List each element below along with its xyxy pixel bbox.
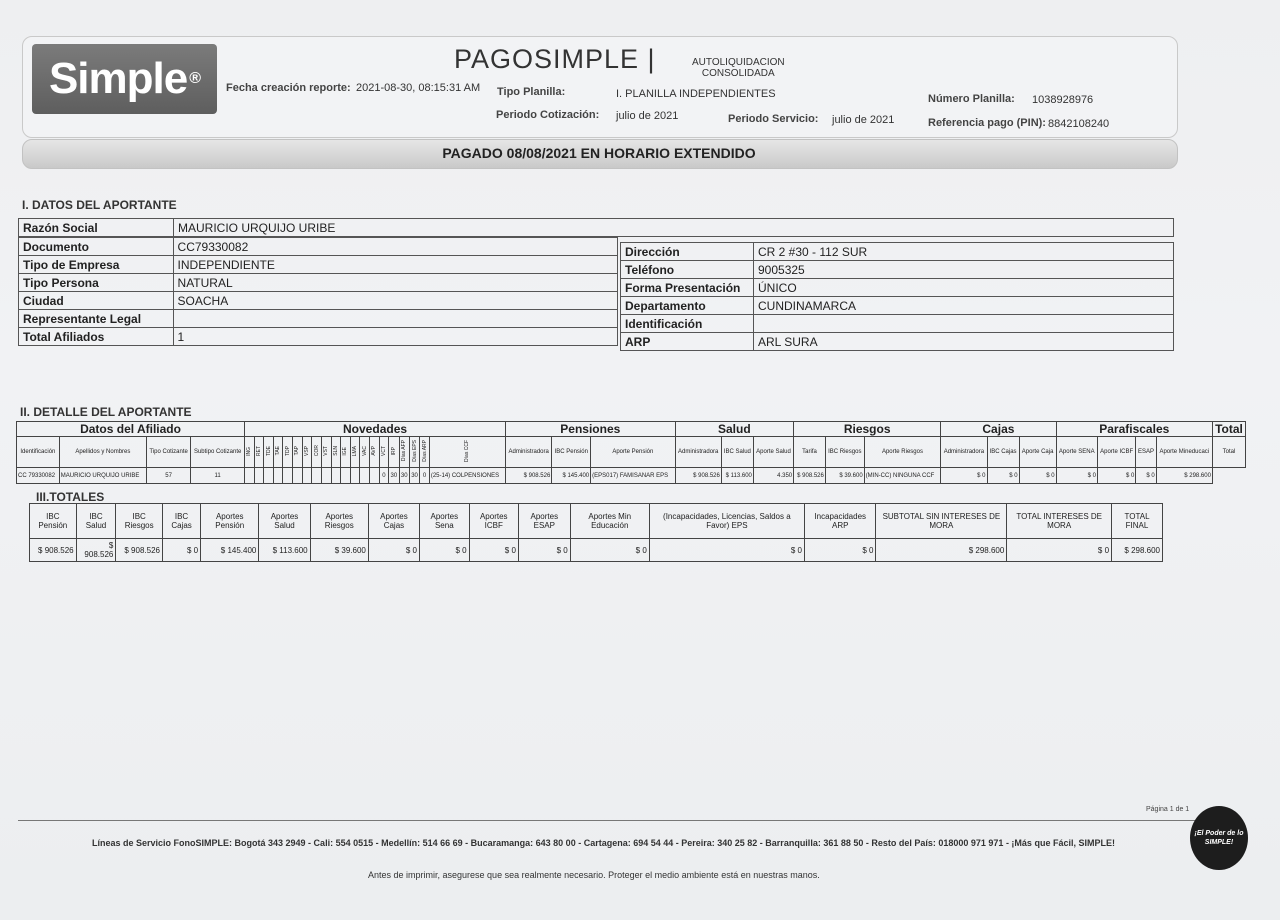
group-header: Pensiones [506,422,676,437]
aportante-right-table [620,242,1174,351]
column-header: Tarifa [794,437,826,468]
totales-header: Aportes Cajas [368,504,419,539]
column-header [409,437,419,468]
column-header: IBC Salud [721,437,753,468]
column-header-text: Días AFP [401,440,408,462]
column-header-text: Días EPS [411,440,418,462]
novedad-cell [350,468,360,484]
column-header: Aporte Mineducaci [1156,437,1212,468]
totales-header: Aportes ICBF [469,504,518,539]
numero-planilla-value: 1038928976 [1032,94,1094,106]
column-header-text: LMA [352,445,359,457]
totales-header: TOTAL FINAL [1112,504,1163,539]
footer-divider [18,820,1198,821]
aportante-row [621,279,1174,297]
novedad-cell [293,468,303,484]
field-value [754,315,1174,333]
field-label: Identificación [621,315,754,333]
field-label: Teléfono [621,261,754,279]
group-header: Parafiscales [1056,422,1212,437]
cell-ibc-riesgos: $ 908.526 [794,468,826,484]
column-header: Aporte Caja [1019,437,1056,468]
group-header: Novedades [245,422,506,437]
novedad-cell [254,468,264,484]
field-label: Forma Presentación [621,279,754,297]
totales-value: $ 145.400 [201,539,259,562]
cell-tarifa: 4.350 [753,468,793,484]
cell-aporte-caja: $ 0 [987,468,1019,484]
group-header: Datos del Afiliado [17,422,245,437]
column-header [331,437,341,468]
novedad-cell [283,468,293,484]
periodo-servicio-value: julio de 2021 [832,114,895,126]
column-header [264,437,274,468]
cell-salud-admin: (EPS017) FAMISANAR EPS [591,468,675,484]
column-header [302,437,312,468]
pagado-text: PAGADO 08/08/2021 EN HORARIO EXTENDIDO [442,145,756,161]
cell-icbf: $ 0 [1056,468,1097,484]
field-value: CUNDINAMARCA [754,297,1174,315]
section-detalle-title: II. DETALLE DEL APORTANTE [20,405,192,419]
column-header: Subtipo Cotizante [191,437,245,468]
column-header [254,437,264,468]
razon-social-value: MAURICIO URQUIJO URIBE [174,219,1174,237]
column-header: IBC Riesgos [825,437,864,468]
column-header [399,437,409,468]
column-header: Administradora [675,437,721,468]
section-datos-aportante-title: I. DATOS DEL APORTANTE [22,198,177,212]
field-value: CR 2 #30 - 112 SUR [754,243,1174,261]
field-label: Dirección [621,243,754,261]
totales-value: $ 113.600 [259,539,310,562]
column-header-text: TAE [275,446,282,456]
totales-value: $ 0 [570,539,649,562]
dias-cell: 30 [399,468,409,484]
column-header-text: Días CCF [464,440,471,462]
totales-value: $ 0 [419,539,469,562]
autoliquidacion-label: AUTOLIQUIDACION CONSOLIDADA [692,57,785,79]
novedad-cell [312,468,322,484]
novedad-cell [341,468,351,484]
group-header: Riesgos [794,422,941,437]
cell-pension-admin: (25-14) COLPENSIONES [429,468,505,484]
totales-value: $ 298.600 [876,539,1007,562]
el-poder-badge: ¡El Poder de lo SIMPLE! [1190,806,1248,870]
column-header-text: IGE [342,446,349,456]
field-value: ÚNICO [754,279,1174,297]
column-header [312,437,322,468]
column-header [389,437,399,468]
aportante-row [19,328,618,346]
detalle-aportante-table [16,421,1246,484]
tipo-planilla-value: I. PLANILLA INDEPENDIENTES [616,88,776,100]
aportante-row [621,297,1174,315]
field-value: 1 [173,328,617,346]
novedad-cell [302,468,312,484]
totales-header: Aportes Riesgos [310,504,368,539]
totales-value: $ 298.600 [1112,539,1163,562]
column-header-text: Días ARP [421,440,428,462]
totales-value: $ 39.600 [310,539,368,562]
cell: 11 [191,468,245,484]
fecha-label: Fecha creación reporte: [226,82,351,94]
column-header-text: VSP [304,445,310,456]
novedad-cell [273,468,283,484]
field-label: Total Afiliados [19,328,174,346]
totales-header: Aportes ESAP [518,504,570,539]
cell: MAURICIO URQUIJO URIBE [59,468,146,484]
totales-value: $ 0 [804,539,875,562]
column-header: Aporte Pensión [591,437,675,468]
totales-header: TOTAL INTERESES DE MORA [1007,504,1112,539]
aportante-row [19,238,618,256]
novedad-cell [245,468,255,484]
novedad-cell [331,468,341,484]
column-header [350,437,360,468]
totales-value: $ 908.526 [76,539,116,562]
dias-cell: 0 [379,468,389,484]
column-header: Aporte Riesgos [864,437,941,468]
periodo-cotizacion-label: Periodo Cotización: [496,109,600,121]
cell-aporte-salud: $ 113.600 [721,468,753,484]
cell-ibc-salud: $ 908.526 [675,468,721,484]
column-header-text: IRP [390,446,397,456]
field-label: Documento [19,238,174,256]
group-header: Total [1212,422,1245,437]
numero-planilla-label: Número Planilla: [928,93,1015,105]
field-label: Representante Legal [19,310,174,328]
column-header [369,437,379,468]
cell-ibc-cajas: $ 0 [941,468,987,484]
section-totales-title: III.TOTALES [36,490,105,504]
field-label: Departamento [621,297,754,315]
novedad-cell [264,468,274,484]
cell-aporte-pension: $ 145.400 [552,468,591,484]
totales-header: IBC Salud [76,504,116,539]
column-header: Total [1212,437,1245,468]
cell-ibc-pension: $ 908.526 [506,468,552,484]
column-header-text: COR [313,445,320,457]
footer-environment-note: Antes de imprimir, asegurese que sea realmente necesario. Proteger el medio ambiente está en nuestras manos. [368,870,820,880]
column-header: Administradora [506,437,552,468]
column-header-text: TAP [294,446,301,456]
column-header-text: VAC [361,446,368,456]
field-value: ARL SURA [754,333,1174,351]
periodo-cotizacion-value: julio de 2021 [616,110,679,122]
novedad-cell [321,468,331,484]
referencia-pago-value: 8842108240 [1048,118,1110,130]
field-value: SOACHA [173,292,617,310]
totales-header: Incapacidades ARP [804,504,875,539]
field-label: Tipo de Empresa [19,256,174,274]
razon-social-table [18,218,1174,237]
totales-header: SUBTOTAL SIN INTERESES DE MORA [876,504,1007,539]
column-header-text: AVP [371,446,378,456]
column-header [245,437,255,468]
column-header [283,437,293,468]
group-header: Salud [675,422,794,437]
cell-caja-admin: (MIN-CC) NINGUNA CCF [864,468,941,484]
column-header: Identificación [17,437,60,468]
footer-service-lines: Líneas de Servicio FonoSIMPLE: Bogotá 343 2949 - Cali: 554 0515 - Medellín: 514 66 69 - Bucaramanga: 643 80 00 - Cartagena: 694 54 44 - Pereira: 340 25 82 - Barranquilla: 361 88 50 - Resto del País: 018000 971 971 - ¡Más que Fácil, SIMPLE! [92,838,1115,848]
column-header-text: ING [246,446,253,456]
column-header-text: TDP [284,446,291,456]
cell-mined: $ 0 [1136,468,1156,484]
totales-header: IBC Cajas [162,504,200,539]
totales-value: $ 908.526 [116,539,163,562]
detalle-group-row [17,422,1246,437]
field-value: NATURAL [173,274,617,292]
column-header-text: TDE [265,446,272,456]
dias-cell: 30 [409,468,419,484]
field-value: 9005325 [754,261,1174,279]
totales-value: $ 0 [649,539,804,562]
totales-value: $ 0 [469,539,518,562]
column-header-text: RET [255,446,262,456]
aportante-row [19,256,618,274]
column-header-text: VST [323,446,330,456]
cell-total: $ 298.600 [1156,468,1212,484]
cell-aporte-riesgos: $ 39.600 [825,468,864,484]
razon-social-label: Razón Social [19,219,174,237]
referencia-pago-label: Referencia pago (PIN): [928,117,1046,129]
column-header [379,437,389,468]
field-value [173,310,617,328]
column-header: Aporte Salud [753,437,793,468]
totales-value: $ 0 [162,539,200,562]
column-header [273,437,283,468]
column-header [341,437,351,468]
totales-header-row [30,504,1163,539]
periodo-servicio-label: Periodo Servicio: [728,113,819,125]
group-header: Cajas [941,422,1056,437]
field-label: Tipo Persona [19,274,174,292]
totales-value: $ 908.526 [30,539,77,562]
totales-table [29,503,1163,562]
simple-logo: Simple ® [32,44,217,114]
document-title: PAGOSIMPLE | [454,44,656,74]
column-header [429,437,505,468]
aportante-left-table [18,237,618,346]
column-header [420,437,430,468]
column-header: Aporte ICBF [1097,437,1135,468]
column-header: Administradora [941,437,987,468]
novedad-cell [369,468,379,484]
totales-value: $ 0 [368,539,419,562]
column-header: Aporte SENA [1056,437,1097,468]
column-header-text: VCT [380,446,387,456]
totales-value-row [30,539,1163,562]
fecha-value: 2021-08-30, 08:15:31 AM [356,82,481,94]
aportante-row [19,310,618,328]
field-value: INDEPENDIENTE [173,256,617,274]
aportante-row [621,243,1174,261]
aportante-row [19,274,618,292]
column-header: IBC Pensión [552,437,591,468]
field-label: Ciudad [19,292,174,310]
totales-header: IBC Riesgos [116,504,163,539]
column-header [293,437,303,468]
field-label: ARP [621,333,754,351]
detalle-subheader-row [17,437,1246,468]
totales-value: $ 0 [518,539,570,562]
column-header: ESAP [1136,437,1156,468]
totales-header: Aportes Pensión [201,504,259,539]
column-header [321,437,331,468]
column-header: Tipo Cotizante [146,437,190,468]
column-header: Apellidos y Nombres [59,437,146,468]
detalle-data-row [17,468,1246,484]
totales-header: (Incapacidades, Licencias, Saldos a Favor) EPS [649,504,804,539]
totales-header: IBC Pensión [30,504,77,539]
field-value: CC79330082 [173,238,617,256]
cell-esap: $ 0 [1097,468,1135,484]
aportante-row [19,292,618,310]
dias-cell: 0 [420,468,430,484]
aportante-row [621,333,1174,351]
column-header [360,437,370,468]
cell-sena: $ 0 [1019,468,1056,484]
aportante-row [621,261,1174,279]
totales-header: Aportes Salud [259,504,310,539]
cell: CC 79330082 [17,468,60,484]
tipo-planilla-label: Tipo Planilla: [497,86,566,98]
column-header: IBC Cajas [987,437,1019,468]
totales-value: $ 0 [1007,539,1112,562]
dias-cell: 30 [389,468,399,484]
cell: 57 [146,468,190,484]
totales-header: Aportes Sena [419,504,469,539]
novedad-cell [360,468,370,484]
aportante-row [621,315,1174,333]
column-header-text: SLN [332,446,339,456]
totales-header: Aportes Min Educación [570,504,649,539]
page-number: Página 1 de 1 [1146,806,1190,813]
